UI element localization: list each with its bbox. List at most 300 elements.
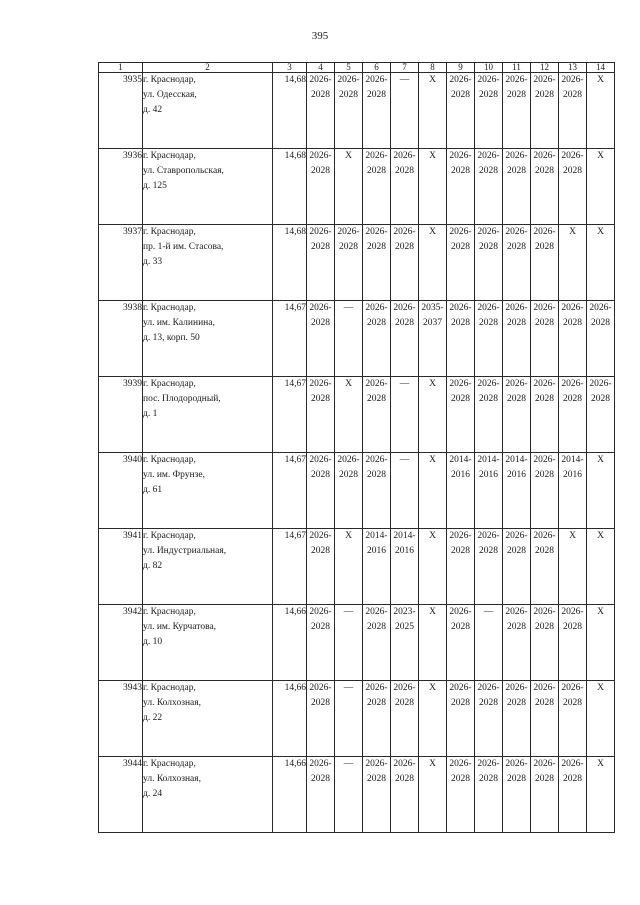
period-cell	[307, 529, 335, 605]
table-row	[99, 681, 615, 757]
period-end: 2028	[535, 774, 554, 784]
address-line: г. Краснодар,	[143, 607, 196, 617]
address-line: пр. 1-й им. Стасова,	[143, 242, 224, 252]
period-end: 2028	[535, 318, 554, 328]
period-cell	[391, 757, 419, 833]
period-start: 2026-	[505, 683, 528, 693]
period-cell	[475, 681, 503, 757]
period-start: 2026-	[477, 303, 500, 313]
period-cell: X	[419, 681, 447, 757]
period-end: 2028	[535, 394, 554, 404]
period-cell	[391, 225, 419, 301]
period-end: 2028	[479, 774, 498, 784]
indicator-value: 14,68	[273, 225, 307, 301]
address-line: д. 61	[143, 485, 163, 495]
address-line: г. Краснодар,	[143, 303, 196, 313]
period-cell	[391, 301, 419, 377]
period-end: 2028	[535, 622, 554, 632]
period-start: 2026-	[365, 303, 388, 313]
period-end: 2028	[591, 318, 610, 328]
period-start: 2026-	[505, 607, 528, 617]
record-number: 3935	[99, 73, 143, 149]
period-end: 2028	[479, 318, 498, 328]
period-end: 2028	[311, 166, 330, 176]
indicator-value: 14,66	[273, 681, 307, 757]
period-cell	[447, 73, 475, 149]
record-number: 3940	[99, 453, 143, 529]
address-line: г. Краснодар,	[143, 75, 196, 85]
address-cell	[143, 301, 273, 377]
period-end: 2028	[451, 166, 470, 176]
period-end: 2028	[451, 546, 470, 556]
address-line: д. 10	[143, 637, 163, 647]
period-cell	[363, 529, 391, 605]
period-end: 2028	[311, 470, 330, 480]
address-cell	[143, 149, 273, 225]
period-end: 2028	[311, 546, 330, 556]
period-cell	[363, 757, 391, 833]
record-number: 3943	[99, 681, 143, 757]
period-end: 2028	[479, 242, 498, 252]
period-cell	[531, 529, 559, 605]
period-end: 2028	[395, 318, 414, 328]
period-cell: X	[419, 377, 447, 453]
period-start: 2026-	[365, 607, 388, 617]
period-start: 2026-	[365, 379, 388, 389]
period-start: 2026-	[477, 75, 500, 85]
table-row	[99, 73, 615, 149]
period-cell	[447, 149, 475, 225]
period-cell: X	[419, 73, 447, 149]
period-cell	[363, 225, 391, 301]
address-line: г. Краснодар,	[143, 227, 196, 237]
period-cell	[363, 681, 391, 757]
period-start: 2026-	[309, 531, 332, 541]
period-start: 2026-	[561, 607, 584, 617]
period-cell: X	[587, 605, 615, 681]
period-cell	[363, 605, 391, 681]
period-start: 2026-	[477, 151, 500, 161]
period-cell	[307, 301, 335, 377]
period-start: 2026-	[533, 303, 556, 313]
period-end: 2037	[423, 318, 442, 328]
period-start: 2026-	[309, 75, 332, 85]
period-cell	[531, 73, 559, 149]
period-cell	[391, 681, 419, 757]
period-end: 2028	[367, 166, 386, 176]
column-number: 7	[391, 63, 419, 73]
address-cell	[143, 377, 273, 453]
period-end: 2028	[451, 394, 470, 404]
period-start: 2026-	[449, 379, 472, 389]
period-start: 2026-	[309, 455, 332, 465]
period-cell	[307, 453, 335, 529]
address-line: ул. им. Калинина,	[143, 318, 215, 328]
period-end: 2028	[339, 242, 358, 252]
period-start: 2026-	[533, 759, 556, 769]
period-end: 2028	[395, 242, 414, 252]
period-cell	[419, 301, 447, 377]
column-number: 3	[273, 63, 307, 73]
address-cell	[143, 757, 273, 833]
period-cell	[475, 529, 503, 605]
period-end: 2028	[507, 622, 526, 632]
period-end: 2016	[507, 470, 526, 480]
address-line: д. 82	[143, 561, 163, 571]
period-start: 2026-	[533, 151, 556, 161]
period-end: 2016	[451, 470, 470, 480]
indicator-value: 14,67	[273, 529, 307, 605]
period-cell	[559, 149, 587, 225]
period-cell	[559, 605, 587, 681]
period-cell: —	[391, 453, 419, 529]
table-row	[99, 149, 615, 225]
period-cell	[559, 377, 587, 453]
address-line: пос. Плодородный,	[143, 394, 221, 404]
period-cell	[587, 377, 615, 453]
column-number: 12	[531, 63, 559, 73]
period-cell: X	[335, 377, 363, 453]
period-cell	[307, 149, 335, 225]
period-start: 2035-	[421, 303, 444, 313]
record-number: 3936	[99, 149, 143, 225]
period-end: 2028	[311, 622, 330, 632]
indicator-value: 14,67	[273, 453, 307, 529]
address-line: г. Краснодар,	[143, 683, 196, 693]
period-cell	[503, 149, 531, 225]
period-start: 2026-	[505, 759, 528, 769]
period-cell	[447, 301, 475, 377]
period-end: 2028	[367, 622, 386, 632]
address-cell	[143, 73, 273, 149]
address-line: д. 125	[143, 181, 167, 191]
period-start: 2026-	[477, 531, 500, 541]
period-cell: X	[587, 149, 615, 225]
period-end: 2028	[451, 698, 470, 708]
address-line: ул. Колхозная,	[143, 698, 201, 708]
record-number: 3937	[99, 225, 143, 301]
record-number: 3941	[99, 529, 143, 605]
period-cell: X	[587, 757, 615, 833]
period-start: 2026-	[337, 455, 360, 465]
period-end: 2028	[507, 242, 526, 252]
period-end: 2028	[395, 166, 414, 176]
period-end: 2028	[591, 394, 610, 404]
address-line: ул. Ставропольская,	[143, 166, 224, 176]
period-start: 2026-	[309, 227, 332, 237]
period-start: 2026-	[505, 151, 528, 161]
period-cell	[335, 453, 363, 529]
period-cell	[307, 377, 335, 453]
period-start: 2026-	[309, 759, 332, 769]
period-start: 2026-	[449, 607, 472, 617]
period-cell	[559, 73, 587, 149]
period-start: 2026-	[533, 455, 556, 465]
address-line: д. 22	[143, 713, 163, 723]
record-number: 3938	[99, 301, 143, 377]
period-cell	[475, 757, 503, 833]
period-end: 2028	[563, 622, 582, 632]
period-start: 2026-	[337, 227, 360, 237]
address-line: ул. Индустриальная,	[143, 546, 227, 556]
period-cell	[447, 757, 475, 833]
period-start: 2026-	[505, 227, 528, 237]
period-start: 2026-	[533, 227, 556, 237]
period-cell: X	[559, 225, 587, 301]
period-start: 2026-	[505, 75, 528, 85]
period-cell	[587, 301, 615, 377]
column-number: 8	[419, 63, 447, 73]
period-end: 2028	[367, 90, 386, 100]
period-start: 2026-	[505, 303, 528, 313]
period-cell	[307, 225, 335, 301]
address-line: г. Краснодар,	[143, 151, 196, 161]
address-cell	[143, 225, 273, 301]
address-line: д. 42	[143, 105, 163, 115]
period-start: 2026-	[309, 151, 332, 161]
period-cell	[503, 529, 531, 605]
period-cell	[531, 757, 559, 833]
period-end: 2028	[339, 90, 358, 100]
period-end: 2028	[507, 774, 526, 784]
period-cell	[363, 453, 391, 529]
period-start: 2026-	[365, 759, 388, 769]
period-cell	[475, 453, 503, 529]
period-start: 2026-	[533, 531, 556, 541]
period-start: 2026-	[561, 379, 584, 389]
period-start: 2026-	[505, 379, 528, 389]
period-start: 2026-	[449, 759, 472, 769]
table-row	[99, 377, 615, 453]
period-cell	[363, 377, 391, 453]
period-start: 2026-	[393, 303, 416, 313]
period-cell: X	[587, 453, 615, 529]
column-number: 14	[587, 63, 615, 73]
period-cell: X	[419, 149, 447, 225]
period-cell	[447, 681, 475, 757]
period-end: 2028	[395, 698, 414, 708]
address-line: ул. им. Фрунзе,	[143, 470, 205, 480]
table-row	[99, 301, 615, 377]
address-line: ул. им. Курчатова,	[143, 622, 217, 632]
period-end: 2028	[479, 90, 498, 100]
period-end: 2028	[311, 698, 330, 708]
period-end: 2028	[451, 622, 470, 632]
period-start: 2014-	[477, 455, 500, 465]
period-start: 2026-	[533, 607, 556, 617]
table-row	[99, 757, 615, 833]
period-end: 2016	[563, 470, 582, 480]
period-cell: X	[587, 681, 615, 757]
record-number: 3939	[99, 377, 143, 453]
period-end: 2028	[535, 90, 554, 100]
period-start: 2026-	[477, 683, 500, 693]
period-cell: X	[587, 529, 615, 605]
period-cell	[503, 453, 531, 529]
period-start: 2026-	[393, 683, 416, 693]
period-cell	[335, 225, 363, 301]
period-end: 2028	[367, 242, 386, 252]
column-number-row	[99, 63, 615, 73]
period-start: 2026-	[309, 607, 332, 617]
period-start: 2026-	[449, 531, 472, 541]
period-cell	[447, 377, 475, 453]
address-line: д. 1	[143, 409, 158, 419]
period-start: 2026-	[477, 759, 500, 769]
period-end: 2028	[479, 698, 498, 708]
table-row	[99, 605, 615, 681]
period-cell: —	[335, 605, 363, 681]
column-number: 5	[335, 63, 363, 73]
period-start: 2026-	[533, 379, 556, 389]
period-cell	[475, 377, 503, 453]
period-start: 2014-	[561, 455, 584, 465]
column-number: 2	[143, 63, 273, 73]
period-cell	[531, 149, 559, 225]
period-cell	[447, 453, 475, 529]
indicator-value: 14,67	[273, 377, 307, 453]
indicator-value: 14,66	[273, 757, 307, 833]
address-cell	[143, 681, 273, 757]
column-number: 10	[475, 63, 503, 73]
period-cell: —	[475, 605, 503, 681]
period-cell: —	[335, 301, 363, 377]
period-end: 2028	[451, 90, 470, 100]
period-start: 2026-	[589, 379, 612, 389]
period-end: 2025	[395, 622, 414, 632]
period-cell	[531, 453, 559, 529]
period-end: 2016	[479, 470, 498, 480]
period-cell	[391, 605, 419, 681]
period-end: 2028	[367, 318, 386, 328]
period-cell	[503, 225, 531, 301]
address-line: д. 13, корп. 50	[143, 333, 200, 343]
period-cell	[363, 301, 391, 377]
record-number: 3942	[99, 605, 143, 681]
period-start: 2026-	[533, 683, 556, 693]
period-end: 2028	[563, 318, 582, 328]
period-end: 2028	[535, 546, 554, 556]
period-start: 2026-	[561, 151, 584, 161]
period-cell: —	[391, 73, 419, 149]
period-cell	[559, 301, 587, 377]
period-cell	[531, 225, 559, 301]
period-end: 2028	[563, 698, 582, 708]
period-cell: X	[419, 453, 447, 529]
column-number: 6	[363, 63, 391, 73]
period-start: 2026-	[393, 759, 416, 769]
period-start: 2026-	[365, 227, 388, 237]
period-start: 2026-	[365, 683, 388, 693]
period-cell	[559, 757, 587, 833]
period-end: 2028	[479, 394, 498, 404]
period-end: 2016	[367, 546, 386, 556]
record-number: 3944	[99, 757, 143, 833]
register-body	[99, 73, 615, 833]
page-number: 395	[311, 30, 329, 42]
period-cell	[307, 605, 335, 681]
address-line: д. 24	[143, 789, 163, 799]
period-start: 2026-	[561, 683, 584, 693]
period-cell: X	[587, 225, 615, 301]
period-end: 2028	[535, 166, 554, 176]
column-number: 9	[447, 63, 475, 73]
period-end: 2028	[479, 546, 498, 556]
period-start: 2026-	[393, 151, 416, 161]
period-cell: X	[587, 73, 615, 149]
period-start: 2023-	[393, 607, 416, 617]
period-cell	[503, 73, 531, 149]
period-end: 2028	[563, 90, 582, 100]
column-number: 4	[307, 63, 335, 73]
period-end: 2028	[311, 318, 330, 328]
period-start: 2014-	[449, 455, 472, 465]
period-cell	[307, 757, 335, 833]
period-cell	[503, 681, 531, 757]
period-end: 2028	[507, 90, 526, 100]
period-end: 2028	[339, 470, 358, 480]
period-cell	[531, 377, 559, 453]
period-end: 2028	[563, 166, 582, 176]
period-end: 2028	[535, 698, 554, 708]
period-start: 2026-	[393, 227, 416, 237]
period-start: 2026-	[477, 227, 500, 237]
period-end: 2028	[451, 318, 470, 328]
period-start: 2026-	[561, 759, 584, 769]
period-cell	[447, 529, 475, 605]
period-cell	[531, 605, 559, 681]
period-end: 2028	[311, 242, 330, 252]
column-number: 11	[503, 63, 531, 73]
period-cell	[307, 73, 335, 149]
indicator-value: 14,67	[273, 301, 307, 377]
period-start: 2026-	[505, 531, 528, 541]
period-start: 2014-	[505, 455, 528, 465]
period-cell: X	[559, 529, 587, 605]
period-start: 2026-	[477, 379, 500, 389]
period-start: 2026-	[449, 683, 472, 693]
period-start: 2026-	[365, 75, 388, 85]
indicator-value: 14,66	[273, 605, 307, 681]
period-start: 2026-	[309, 683, 332, 693]
period-end: 2028	[451, 242, 470, 252]
period-cell	[503, 605, 531, 681]
table-row	[99, 453, 615, 529]
period-start: 2026-	[589, 303, 612, 313]
address-line: г. Краснодар,	[143, 379, 196, 389]
table-row	[99, 225, 615, 301]
period-cell: X	[419, 605, 447, 681]
address-cell	[143, 605, 273, 681]
period-end: 2028	[367, 470, 386, 480]
period-cell: —	[391, 377, 419, 453]
period-start: 2026-	[337, 75, 360, 85]
period-cell	[363, 149, 391, 225]
register-table	[98, 62, 615, 833]
period-cell	[363, 73, 391, 149]
period-end: 2028	[535, 242, 554, 252]
period-cell	[475, 149, 503, 225]
period-end: 2028	[311, 774, 330, 784]
address-line: г. Краснодар,	[143, 531, 196, 541]
period-cell	[503, 301, 531, 377]
indicator-value: 14,68	[273, 149, 307, 225]
period-start: 2014-	[393, 531, 416, 541]
period-start: 2026-	[449, 227, 472, 237]
address-line: г. Краснодар,	[143, 455, 196, 465]
period-start: 2026-	[561, 303, 584, 313]
period-start: 2026-	[365, 455, 388, 465]
